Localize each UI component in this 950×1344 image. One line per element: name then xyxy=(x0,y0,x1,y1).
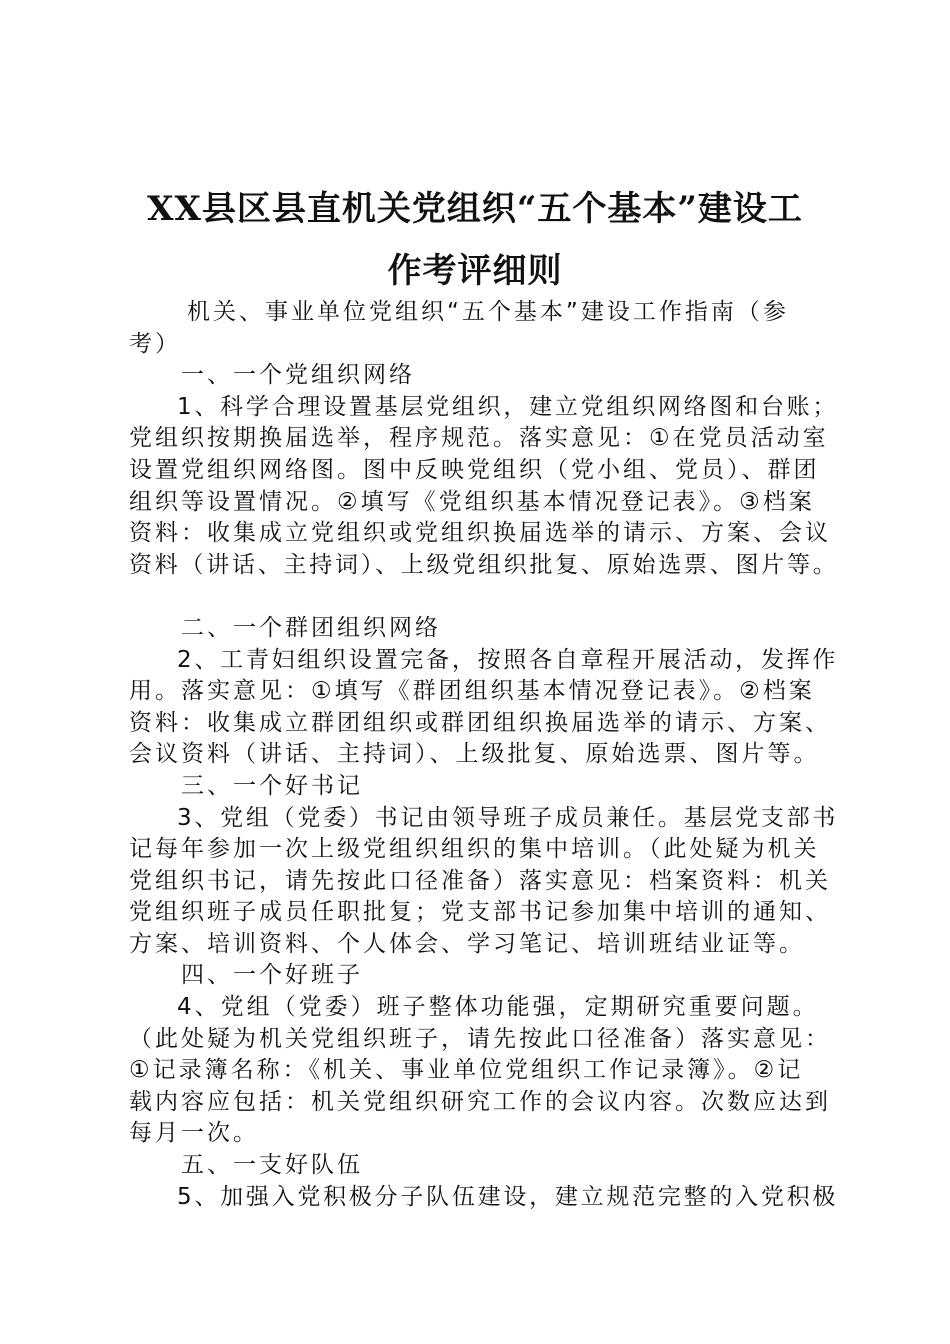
section-heading: 五、一支好队伍 xyxy=(181,1152,363,1179)
document-title-line-2: 作考评细则 xyxy=(387,251,563,291)
paragraph-line: 2、工青妇组织设置完备，按照各自章程开展活动，发挥作 xyxy=(177,646,839,673)
section-heading: 二、一个群团组织网络 xyxy=(181,614,441,641)
paragraph-line: 会议资料（讲话、主持词）、上级批复、原始选票、图片等。 xyxy=(129,741,820,768)
paragraph-line: 每月一次。 xyxy=(129,1120,259,1147)
paragraph-line: 记每年参加一次上级党组织组织的集中培训。（此处疑为机关 xyxy=(129,836,820,863)
paragraph-line: （此处疑为机关党组织班子，请先按此口径准备）落实意见： xyxy=(129,1025,831,1052)
section-heading: 四、一个好班子 xyxy=(181,962,363,989)
paragraph-line: 3、党组（党委）书记由领导班子成员兼任。基层党支部书 xyxy=(177,804,839,831)
paragraph-line: 方案、培训资料、个人体会、学习笔记、培训班结业证等。 xyxy=(129,930,805,957)
paragraph-line: 1、科学合理设置基层党组织，建立党组织网络图和台账； xyxy=(177,393,839,420)
intro-line: 考） xyxy=(129,330,181,357)
paragraph-line: 资料：收集成立群团组织或群团组织换届选举的请示、方案、 xyxy=(129,709,831,736)
paragraph-line: ①记录簿名称：《机关、事业单位党组织工作记录簿》。②记 xyxy=(129,1057,804,1084)
paragraph-line: 资料：收集成立党组织或党组织换届选举的请示、方案、会议 xyxy=(129,520,831,547)
section-heading: 一、一个党组织网络 xyxy=(181,362,415,389)
paragraph-line: 党组织班子成员任职批复；党支部书记参加集中培训的通知、 xyxy=(129,899,831,926)
paragraph-line: 党组织书记，请先按此口径准备）落实意见：档案资料：机关 xyxy=(129,867,831,894)
paragraph-line: 设置党组织网络图。图中反映党组织（党小组、党员）、群团 xyxy=(129,456,820,483)
paragraph-line: 资料（讲话、主持词）、上级党组织批复、原始选票、图片等。 xyxy=(129,551,839,578)
paragraph-line: 载内容应包括：机关党组织研究工作的会议内容。次数应达到 xyxy=(129,1088,831,1115)
paragraph-line: 4、党组（党委）班子整体功能强，定期研究重要问题。 xyxy=(177,994,819,1021)
intro-line: 机关、事业单位党组织“五个基本”建设工作指南（参 xyxy=(187,299,789,325)
paragraph-line: 5、加强入党积极分子队伍建设，建立规范完整的入党积极 xyxy=(177,1183,839,1210)
document-title-line-1: XX县区县直机关党组织“五个基本”建设工 xyxy=(147,189,803,229)
section-heading: 三、一个好书记 xyxy=(181,772,363,799)
blank-line xyxy=(129,581,841,613)
paragraph-line: 用。落实意见：①填写《群团组织基本情况登记表》。②档案 xyxy=(129,678,815,705)
paragraph-line: 党组织按期换届选举，程序规范。落实意见：①在党员活动室 xyxy=(129,425,829,452)
document-body xyxy=(129,297,841,1213)
paragraph-line: 组织等设置情况。②填写《党组织基本情况登记表》。③档案 xyxy=(129,488,815,515)
